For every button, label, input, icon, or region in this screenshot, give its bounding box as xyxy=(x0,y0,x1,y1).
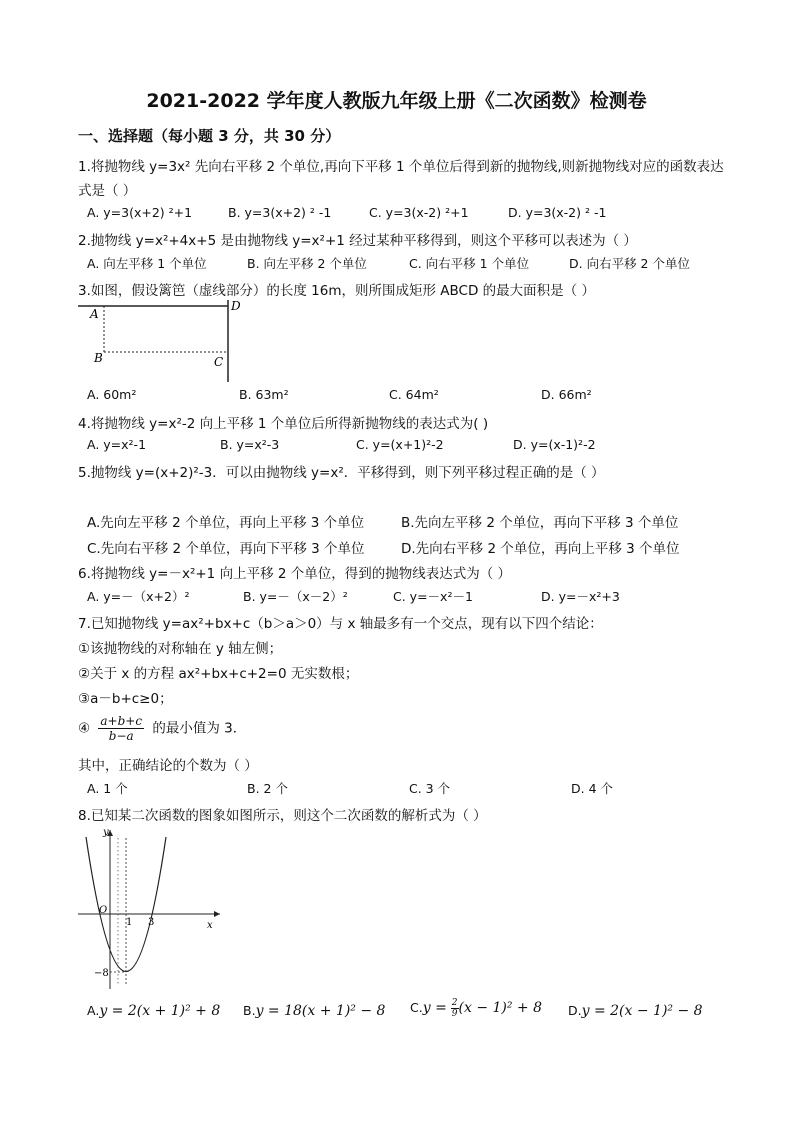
q7-c4-prefix: ④ xyxy=(78,720,91,737)
q4-option-a[interactable]: A. y=x²-1 xyxy=(87,437,147,452)
q5-stem: 5.抛物线 y=(x+2)²-3．可以由抛物线 y=x²．平移得到，则下列平移过程正确的是（ ） xyxy=(78,465,605,481)
q7-option-d[interactable]: D. 4 个 xyxy=(571,781,613,796)
q1-option-d[interactable]: D. y=3(x-2) ² -1 xyxy=(508,205,607,220)
q8-c-lhs: y = xyxy=(422,1000,447,1016)
section-heading: 一、选择题（每小题 3 分，共 30 分） xyxy=(78,127,341,145)
q4-option-c[interactable]: C. y=(x+1)²-2 xyxy=(356,437,444,452)
q1-stem-line1: 1.将抛物线 y=3x² 先向右平移 2 个单位,再向下平移 1 个单位后得到新的抛物线,则新抛物线对应的函数表达 xyxy=(78,159,724,175)
q7-conclusion-2: ②关于 x 的方程 ax²+bx+c+2=0 无实数根； xyxy=(78,666,359,682)
q7-conclusion-3: ③a－b+c≥0； xyxy=(78,691,173,707)
q3-option-a[interactable]: A. 60m² xyxy=(87,387,137,402)
q1-stem-line2: 式是（ ） xyxy=(78,183,137,199)
page-title: 2021-2022 学年度人教版九年级上册《二次函数》检测卷 xyxy=(146,90,647,112)
q8-stem: 8.已知某二次函数的图象如图所示，则这个二次函数的解析式为（ ） xyxy=(78,808,487,824)
q1-option-c[interactable]: C. y=3(x-2) ²+1 xyxy=(369,205,469,220)
q4-stem: 4.将抛物线 y=x²-2 向上平移 1 个单位后所得新抛物线的表达式为( ) xyxy=(78,416,489,432)
q8-c-rhs: (x − 1)² + 8 xyxy=(458,1000,543,1016)
q8-option-a[interactable] xyxy=(87,1003,220,1019)
origin-label: O xyxy=(99,905,108,916)
q8-c-numerator: 2 xyxy=(451,998,458,1008)
q3-rectangle-figure xyxy=(76,296,246,386)
q6-stem: 6.将抛物线 y=－x²+1 向上平移 2 个单位，得到的抛物线表达式为（ ） xyxy=(78,566,512,582)
label-c: C xyxy=(214,355,224,369)
q8-d-expression: y = 2(x − 1)² − 8 xyxy=(581,1003,703,1019)
q7-c4-numerator: a+b+c xyxy=(100,714,143,728)
q1-option-b[interactable]: B. y=3(x+2) ² -1 xyxy=(228,205,332,220)
q6-option-a[interactable]: A. y=－（x+2）² xyxy=(87,589,190,604)
tick-label-3: 3 xyxy=(148,917,155,928)
q8-option-d[interactable] xyxy=(568,1003,703,1019)
q3-option-b[interactable]: B. 63m² xyxy=(239,387,289,402)
q7-ask: 其中，正确结论的个数为（ ） xyxy=(78,758,258,774)
q8-option-c[interactable] xyxy=(410,998,542,1019)
q5-option-a[interactable]: A.先向左平移 2 个单位，再向上平移 3 个单位 xyxy=(87,515,365,531)
q2-option-a[interactable]: A. 向左平移 1 个单位 xyxy=(87,256,207,271)
q3-stem: 3.如图，假设篱笆（虚线部分）的长度 16m，则所围成矩形 ABCD 的最大面积是（ ） xyxy=(78,283,595,299)
q7-stem: 7.已知抛物线 y=ax²+bx+c（b＞a＞0）与 x 轴最多有一个交点，现有以下四个结论： xyxy=(78,616,603,632)
q7-c4-denominator: b−a xyxy=(108,729,134,743)
q7-option-b[interactable]: B. 2 个 xyxy=(247,781,288,796)
q7-conclusion-1: ①该抛物线的对称轴在 y 轴左侧； xyxy=(78,641,283,657)
q8-a-prefix: A. xyxy=(87,1003,100,1018)
q8-option-b[interactable] xyxy=(243,1003,385,1019)
q7-c4-fraction xyxy=(98,714,144,743)
q8-c-denominator: 9 xyxy=(451,1009,458,1019)
q3-option-c[interactable]: C. 64m² xyxy=(389,387,439,402)
q6-option-b[interactable]: B. y=－（x－2）² xyxy=(243,589,348,604)
q6-option-d[interactable]: D. y=－x²+3 xyxy=(541,589,620,604)
q5-option-c[interactable]: C.先向右平移 2 个单位，再向下平移 3 个单位 xyxy=(87,541,365,557)
q4-option-d[interactable]: D. y=(x-1)²-2 xyxy=(513,437,596,452)
tick-label-1: 1 xyxy=(126,917,133,928)
label-b: B xyxy=(94,351,103,365)
q5-option-d[interactable]: D.先向右平移 2 个单位，再向上平移 3 个单位 xyxy=(401,541,680,557)
q7-option-c[interactable]: C. 3 个 xyxy=(409,781,451,796)
tick-label-neg8: −8 xyxy=(94,968,109,979)
q8-b-prefix: B. xyxy=(243,1003,256,1018)
label-d: D xyxy=(231,299,241,313)
q2-option-b[interactable]: B. 向左平移 2 个单位 xyxy=(247,256,367,271)
q2-option-d[interactable]: D. 向右平移 2 个单位 xyxy=(569,256,690,271)
y-axis-label: y xyxy=(103,827,109,838)
q4-option-b[interactable]: B. y=x²-3 xyxy=(220,437,280,452)
q2-stem: 2.抛物线 y=x²+4x+5 是由抛物线 y=x²+1 经过某种平移得到，则这个平移可以表述为（ ） xyxy=(78,233,637,249)
q1-option-a[interactable]: A. y=3(x+2) ²+1 xyxy=(87,205,193,220)
q8-c-fraction xyxy=(451,998,459,1019)
q8-c-prefix: C. xyxy=(410,1000,423,1015)
q6-option-c[interactable]: C. y=－x²－1 xyxy=(393,589,473,604)
q5-option-b[interactable]: B.先向左平移 2 个单位，再向下平移 3 个单位 xyxy=(401,515,679,531)
q8-d-prefix: D. xyxy=(568,1003,582,1018)
q7-conclusion-4 xyxy=(78,714,246,743)
q8-parabola-graph xyxy=(70,824,230,994)
label-a: A xyxy=(90,307,99,321)
q8-a-expression: y = 2(x + 1)² + 8 xyxy=(99,1003,221,1019)
q7-option-a[interactable]: A. 1 个 xyxy=(87,781,128,796)
q3-option-d[interactable]: D. 66m² xyxy=(541,387,592,402)
x-axis-label: x xyxy=(207,920,213,931)
q2-option-c[interactable]: C. 向右平移 1 个单位 xyxy=(409,256,530,271)
q8-b-expression: y = 18(x + 1)² − 8 xyxy=(255,1003,386,1019)
x-axis-arrow-icon xyxy=(214,911,220,917)
q7-c4-suffix: 的最小值为 3． xyxy=(152,720,247,737)
